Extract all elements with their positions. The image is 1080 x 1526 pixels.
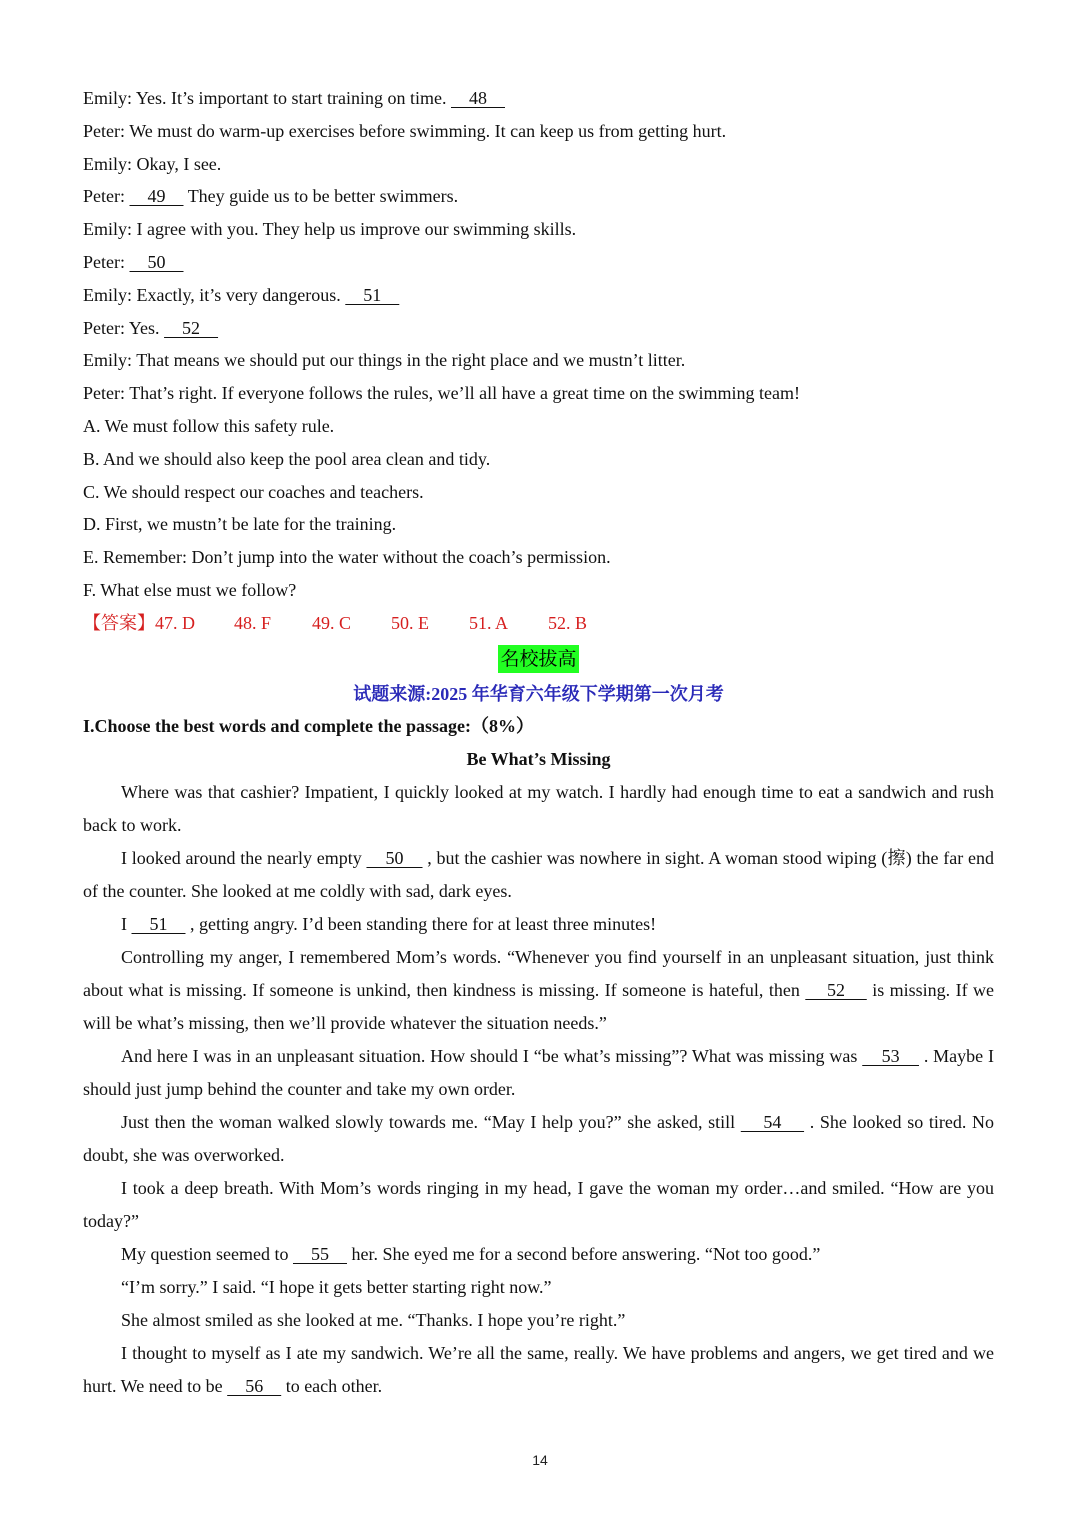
- speaker-label: Emily:: [83, 88, 132, 108]
- paragraph-text: , getting angry. I’d been standing there for at least three minutes!: [185, 913, 657, 934]
- paragraph-text: to each other.: [281, 1375, 383, 1396]
- option-item: B. And we should also keep the pool area clean and tidy.: [83, 448, 491, 469]
- dialogue-line: [83, 246, 994, 279]
- answer-blank: 55: [292, 1243, 347, 1264]
- options-list: [83, 410, 994, 607]
- paragraph-text: She almost smiled as she looked at me. “Thanks. I hope you’re right.”: [121, 1309, 626, 1330]
- dialogue-text: Okay, I see.: [136, 153, 222, 174]
- dialogue-line: [83, 377, 994, 410]
- passage-paragraph: [83, 842, 994, 908]
- paragraph-text: , but the cashier was nowhere in sight. A woman stood wiping (擦) the far end of the counter. She looked at me coldly with sad, dark eyes.: [83, 847, 994, 901]
- question-source: 试题来源:2025 年华育六年级下学期第一次月考: [353, 683, 724, 704]
- dialogue-line: [83, 312, 994, 345]
- speaker-label: Peter:: [83, 317, 125, 338]
- answer-blank: 48: [451, 88, 505, 108]
- option-item: A. We must follow this safety rule.: [83, 415, 335, 436]
- passage-paragraph: [83, 908, 994, 941]
- dialogue-text: Yes. It’s important to start training on time.: [135, 88, 447, 108]
- passage-paragraph: [83, 1040, 994, 1106]
- option-item: D. First, we mustn’t be late for the training.: [83, 514, 397, 535]
- dialogue-text: That means we should put our things in the right place and we mustn’t litter.: [136, 350, 686, 371]
- speaker-label: Peter:: [83, 186, 125, 207]
- dialogue-line: [83, 115, 994, 148]
- dialogue-line: [83, 180, 994, 213]
- paragraph-text: . She looked so tired. No doubt, she was overworked.: [83, 1111, 994, 1165]
- paragraph-text: is missing. If we will be what’s missing, then we’ll provide whatever the situation needs.”: [83, 979, 994, 1033]
- dialogue-text: They guide us to be better swimmers.: [187, 186, 459, 207]
- dialogue-text: We must do warm-up exercises before swimming. It can keep us from getting hurt.: [129, 120, 727, 141]
- speaker-label: Peter:: [83, 120, 125, 141]
- speaker-label: Emily:: [83, 153, 132, 174]
- passage-paragraph: [83, 1238, 994, 1271]
- dialogue-section: [83, 82, 994, 410]
- answer-blank: 52: [805, 979, 867, 1000]
- dialogue-text: Exactly, it’s very dangerous.: [136, 284, 341, 305]
- answer-blank: 51: [131, 913, 186, 934]
- option-item: C. We should respect our coaches and teachers.: [83, 481, 424, 502]
- dialogue-text: I agree with you. They help us improve our swimming skills.: [136, 219, 577, 240]
- dialogue-line: [83, 82, 994, 115]
- answer-blank: 50: [366, 847, 423, 868]
- answer-label: 【答案】: [83, 612, 155, 633]
- dialogue-text: That’s right. If everyone follows the rules, we’ll all have a great time on the swimming team!: [129, 383, 800, 404]
- paragraph-text: Just then the woman walked slowly towards me. “May I help you?” she asked, still: [121, 1111, 741, 1132]
- speaker-label: Peter:: [83, 383, 125, 404]
- answer-item: 51. A: [469, 612, 509, 633]
- passage-paragraph: [83, 1337, 994, 1403]
- option-item: E. Remember: Don’t jump into the water without the coach’s permission.: [83, 547, 611, 568]
- speaker-label: Emily:: [83, 284, 132, 305]
- answer-blank: 50: [129, 251, 184, 272]
- paragraph-text: “I’m sorry.” I said. “I hope it gets better starting right now.”: [121, 1276, 552, 1297]
- answer-blank: 53: [862, 1045, 919, 1066]
- answer-blank: 49: [129, 186, 184, 207]
- passage-paragraph: [83, 941, 994, 1040]
- answer-blank: 54: [740, 1111, 805, 1132]
- paragraph-text: her. She eyed me for a second before answering. “Not too good.”: [346, 1243, 821, 1264]
- answer-blank: 51: [345, 284, 400, 305]
- page-number: 14: [532, 1452, 548, 1468]
- answer-item: 52. B: [548, 612, 588, 633]
- paragraph-text: My question seemed to: [121, 1243, 293, 1264]
- answer-blank: 52: [164, 317, 219, 338]
- answer-item: 49. C: [312, 612, 352, 633]
- highlight-badge: 名校拔高: [498, 645, 578, 673]
- dialogue-line: [83, 213, 994, 246]
- paragraph-text: I looked around the nearly empty: [121, 847, 367, 868]
- dialogue-line: [83, 279, 994, 312]
- passage-paragraph: [83, 1106, 994, 1172]
- passage-paragraph: [83, 1304, 994, 1337]
- answer-item: 47. D: [155, 612, 195, 633]
- page-content: [83, 82, 994, 1403]
- speaker-label: Emily:: [83, 219, 132, 240]
- passage-title: Be What’s Missing: [466, 749, 611, 770]
- dialogue-line: [83, 148, 994, 181]
- paragraph-text: And here I was in an unpleasant situation. How should I “be what’s missing”? What was missing was: [121, 1045, 863, 1066]
- answer-item: 50. E: [391, 612, 429, 633]
- dialogue-text: Yes.: [128, 317, 160, 338]
- passage-paragraph: [83, 776, 994, 842]
- section-heading: I.Choose the best words and complete the passage:（8%）: [83, 716, 534, 737]
- passage-paragraph: [83, 1271, 994, 1304]
- speaker-label: Emily:: [83, 350, 132, 371]
- paragraph-text: Controlling my anger, I remembered Mom’s words. “Whenever you find yourself in an unpleasant situation, just think about what is missing. If someone is unkind, then kindness is missing. If someone is hateful, then: [83, 946, 994, 1000]
- dialogue-line: [83, 344, 994, 377]
- answer-key: [83, 607, 994, 640]
- speaker-label: Peter:: [83, 251, 125, 272]
- answer-item: 48. F: [234, 612, 272, 633]
- paragraph-text: I thought to myself as I ate my sandwich. We’re all the same, really. We have problems and angers, we get tired and we hurt. We need to be: [83, 1342, 994, 1396]
- badge-row: [83, 640, 994, 678]
- paragraph-text: I: [121, 913, 132, 934]
- paragraph-text: Where was that cashier? Impatient, I quickly looked at my watch. I hardly had enough time to eat a sandwich and rush back to work.: [83, 781, 994, 835]
- answer-blank: 56: [227, 1375, 282, 1396]
- paragraph-text: . Maybe I should just jump behind the counter and take my own order.: [83, 1045, 994, 1099]
- option-item: F. What else must we follow?: [83, 579, 297, 600]
- passage: [83, 776, 994, 1403]
- passage-paragraph: [83, 1172, 994, 1238]
- paragraph-text: I took a deep breath. With Mom’s words ringing in my head, I gave the woman my order…and smiled. “How are you today?”: [83, 1177, 994, 1231]
